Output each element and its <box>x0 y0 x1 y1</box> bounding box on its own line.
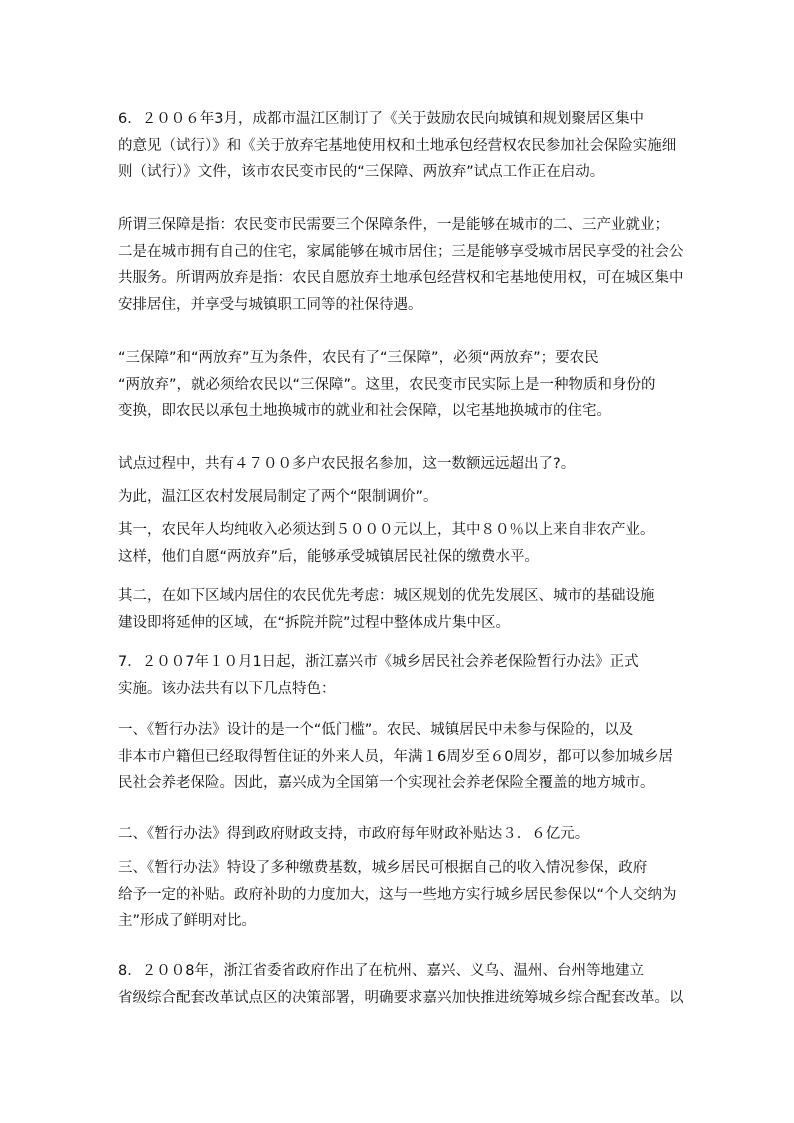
text-line: 7．２００7年１０月1日起，浙江嘉兴市《城乡居民社会养老保险暂行办法》正式 <box>118 654 639 670</box>
paragraph-first <box>118 517 678 570</box>
text-line: “三保障”和“两放弃”互为条件，农民有了“三保障”，必须“两放弃”；要农民 <box>118 350 599 366</box>
text-line: 的意见（试行）》和《关于放弃宅基地使用权和土地承包经营权农民参加社会保险实施细 <box>118 137 677 154</box>
text-line: 变换，即农民以承包土地换城市的就业和社会保障，以宅基地换城市的住宅。 <box>118 403 611 419</box>
text-line: 三、《暂行办法》特设了多种缴费基数，城乡居民可根据自己的收入情况参保，政府 <box>118 860 648 876</box>
text-line: 建设即将延伸的区域，在“拆院并院”过程中整体成片集中区。 <box>118 614 511 631</box>
text-line: 省级综合配套改革试点区的决策部署，明确要求嘉兴加快推进统筹城乡综合配套改革。以 <box>118 989 684 1006</box>
text-line: 共服务。所谓两放弃是指：农民自愿放弃土地承包经营权和宅基地使用权，可在城区集中 <box>118 270 684 286</box>
text-line: 实施。该办法共有以下几点特色： <box>118 680 336 697</box>
text-line: 6．２００６年3月，成都市温江区制订了《关于鼓励农民向城镇和规划聚居区集中 <box>118 111 644 127</box>
paragraph-feature-one <box>118 717 678 797</box>
text-line: 8．２００8年，浙江省委省政府作出了在杭州、嘉兴、义乌、温州、台州等地建立 <box>118 963 644 979</box>
text-line: 试点过程中，共有４７００多户农民报名参加，这一数额远远超出了?。 <box>118 456 576 472</box>
paragraph-feature-three <box>118 855 678 935</box>
text-line: 其一，农民年人均纯收入必须达到５０００元以上，其中８０％以上来自非农产业。 <box>118 522 655 538</box>
text-line: 二是在城市拥有自己的住宅，家属能够在城市居住；三是能够享受城市居民享受的社会公 <box>118 243 684 260</box>
text-line: 其二，在如下区域内居住的农民优先考虑：城区规划的优先发展区、城市的基础设施 <box>118 588 655 604</box>
paragraph-conditions <box>118 345 678 425</box>
text-line: “两放弃”，就必须给农民以“三保障”。这里，农民变市民实际上是一种物质和身份的 <box>118 376 656 393</box>
text-line: 则（试行）》文件，该市农民变市民的“三保障、两放弃”试点工作正在启动。 <box>118 164 605 180</box>
text-line: 主”形成了鲜明对比。 <box>118 913 257 929</box>
text-line: 所谓三保障是指：农民变市民需要三个保障条件，一是能够在城市的二、三产业就业； <box>118 217 669 233</box>
paragraph-6 <box>118 106 678 186</box>
text-line: 一、《暂行办法》设计的是一个“低门槛”。农民、城镇居民中未参与保险的，以及 <box>118 722 634 738</box>
text-line: 民社会养老保险。因此，嘉兴成为全国第一个实现社会养老保险全覆盖的地方城市。 <box>118 775 655 791</box>
paragraph-7 <box>118 649 678 702</box>
paragraph-feature-two <box>118 821 678 848</box>
text-line: 为此，温江区农村发展局制定了两个“限制调价”。 <box>118 489 438 505</box>
paragraph-trial <box>118 451 678 478</box>
paragraph-second <box>118 583 678 636</box>
paragraph-limits <box>118 484 678 511</box>
text-line: 这样，他们自愿“两放弃”后，能够承受城镇居民社保的缴费水平。 <box>118 548 540 565</box>
paragraph-8 <box>118 958 684 1011</box>
text-line: 给予一定的补贴。政府补助的力度加大，这与一些地方实行城乡居民参保以“个人交纳为 <box>118 886 677 903</box>
text-line: 非本市户籍但已经取得暂住证的外来人员，年满１6周岁至６0周岁，都可以参加城乡居 <box>118 748 673 765</box>
text-line: 二、《暂行办法》得到政府财政支持，市政府每年财政补贴达３．６亿元。 <box>118 826 590 842</box>
paragraph-three-guarantees <box>118 212 684 318</box>
text-line: 安排居住，并享受与城镇职工同等的社保待遇。 <box>118 296 423 313</box>
